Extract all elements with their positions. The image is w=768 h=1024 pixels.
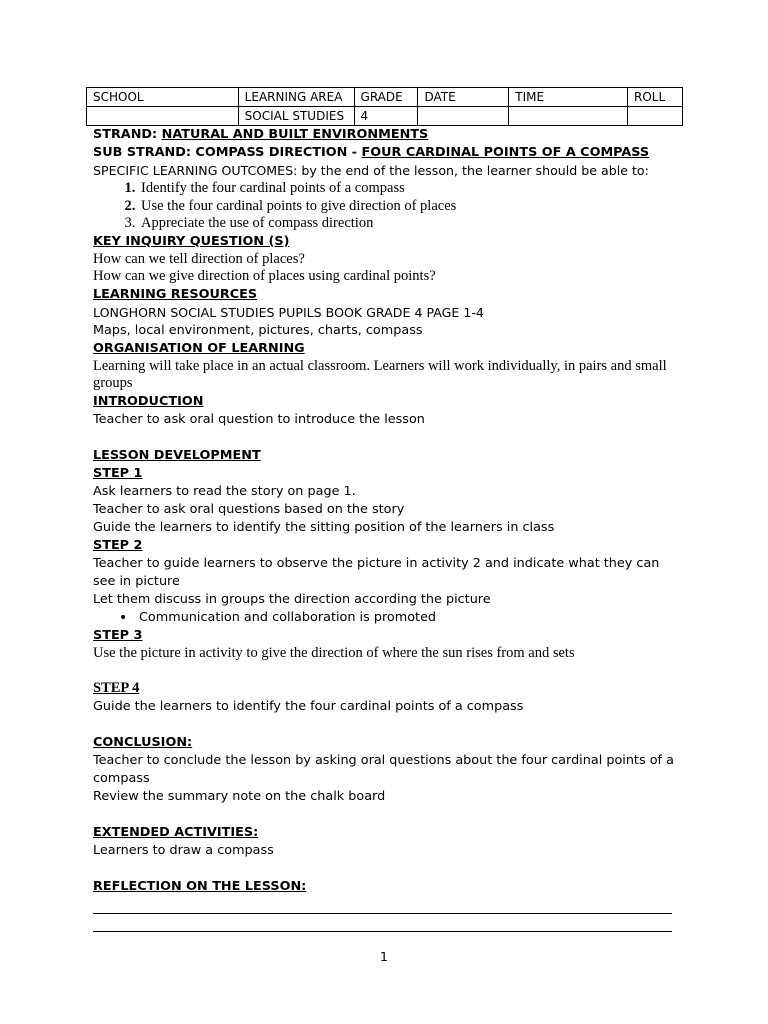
organisation-heading: ORGANISATION OF LEARNING <box>93 340 305 356</box>
step2-bullets <box>93 609 683 627</box>
value-cell-roll <box>628 107 683 126</box>
header-row <box>87 88 683 107</box>
conclusion-heading: CONCLUSION: <box>93 734 193 750</box>
value-cell-school <box>87 107 239 126</box>
step2-bullet: • Communication and collaboration is promoted <box>139 609 683 627</box>
lesson-plan <box>93 87 683 932</box>
outcomes-intro: SPECIFIC LEARNING OUTCOMES: by the end of the lesson, the learner should be able to: <box>93 163 649 178</box>
value-cell-time <box>509 107 628 126</box>
sub-strand-label: SUB STRAND: COMPASS DIRECTION - <box>93 145 362 160</box>
header-cell-grade: GRADE <box>354 88 418 107</box>
conclusion-text: Review the summary note on the chalk board <box>93 788 386 804</box>
inquiry-question: How can we give direction of places using cardinal points? <box>93 268 436 284</box>
value-cell-grade: 4 <box>354 107 418 126</box>
extended-text: Learners to draw a compass <box>93 842 274 858</box>
step1-line: Teacher to ask oral questions based on the story <box>93 501 405 517</box>
value-cell-date <box>418 107 509 126</box>
header-cell-roll: ROLL <box>628 88 683 107</box>
step3-text: Use the picture in activity to give the direction of where the sun rises from and sets <box>93 644 575 661</box>
value-cell-learning-area: SOCIAL STUDIES <box>238 107 354 126</box>
step1-line: Guide the learners to identify the sitting position of the learners in class <box>93 519 555 535</box>
strand-label: STRAND: <box>93 127 162 142</box>
strand-line <box>93 126 683 144</box>
sub-strand-value: FOUR CARDINAL POINTS OF A COMPASS <box>361 145 650 160</box>
reflection-heading: REFLECTION ON THE LESSON: <box>93 878 307 894</box>
header-cell-time: TIME <box>509 88 628 107</box>
value-row <box>87 107 683 126</box>
step1-line: Ask learners to read the story on page 1. <box>93 483 356 499</box>
conclusion-text: Teacher to conclude the lesson by asking oral questions about the four cardinal points of a compass <box>93 752 674 786</box>
outcome-item: 2. Use the four cardinal points to give direction of places <box>139 198 683 216</box>
step2-line: Let them discuss in groups the direction according the picture <box>93 591 491 607</box>
header-cell-date: DATE <box>418 88 509 107</box>
extended-heading: EXTENDED ACTIVITIES: <box>93 824 259 840</box>
resources-heading: LEARNING RESOURCES <box>93 286 258 302</box>
page-number: 1 <box>380 949 388 964</box>
header-cell-learning-area: LEARNING AREA <box>238 88 354 107</box>
resources-line: Maps, local environment, pictures, charts, compass <box>93 322 423 338</box>
inquiry-heading: KEY INQUIRY QUESTION (S) <box>93 233 290 249</box>
outcome-item: 3. Appreciate the use of compass direction <box>139 215 683 233</box>
development-heading: LESSON DEVELOPMENT <box>93 447 261 463</box>
strand-value: NATURAL AND BUILT ENVIRONMENTS <box>161 127 429 142</box>
step3-heading: STEP 3 <box>93 627 143 643</box>
organisation-text: Learning will take place in an actual classroom. Learners will work individually, in pairs and small groups <box>93 357 667 391</box>
step2-line: Teacher to guide learners to observe the picture in activity 2 and indicate what they can see in picture <box>93 555 660 589</box>
step4-text: Guide the learners to identify the four cardinal points of a compass <box>93 698 524 714</box>
header-table <box>86 87 683 126</box>
inquiry-question: How can we tell direction of places? <box>93 250 305 267</box>
introduction-text: Teacher to ask oral question to introduce the lesson <box>93 411 425 427</box>
sub-strand-line <box>93 144 683 162</box>
step2-heading: STEP 2 <box>93 537 143 553</box>
resources-line: LONGHORN SOCIAL STUDIES PUPILS BOOK GRADE 4 PAGE 1-4 <box>93 304 484 320</box>
step4-heading: STEP 4 <box>93 680 140 696</box>
outcomes-list <box>93 180 683 233</box>
reflection-line <box>93 914 672 932</box>
reflection-line <box>93 896 672 914</box>
header-cell-school: SCHOOL <box>87 88 239 107</box>
introduction-heading: INTRODUCTION <box>93 393 204 409</box>
outcome-item: 1. Identify the four cardinal points of a compass <box>139 180 683 198</box>
step1-heading: STEP 1 <box>93 465 143 481</box>
